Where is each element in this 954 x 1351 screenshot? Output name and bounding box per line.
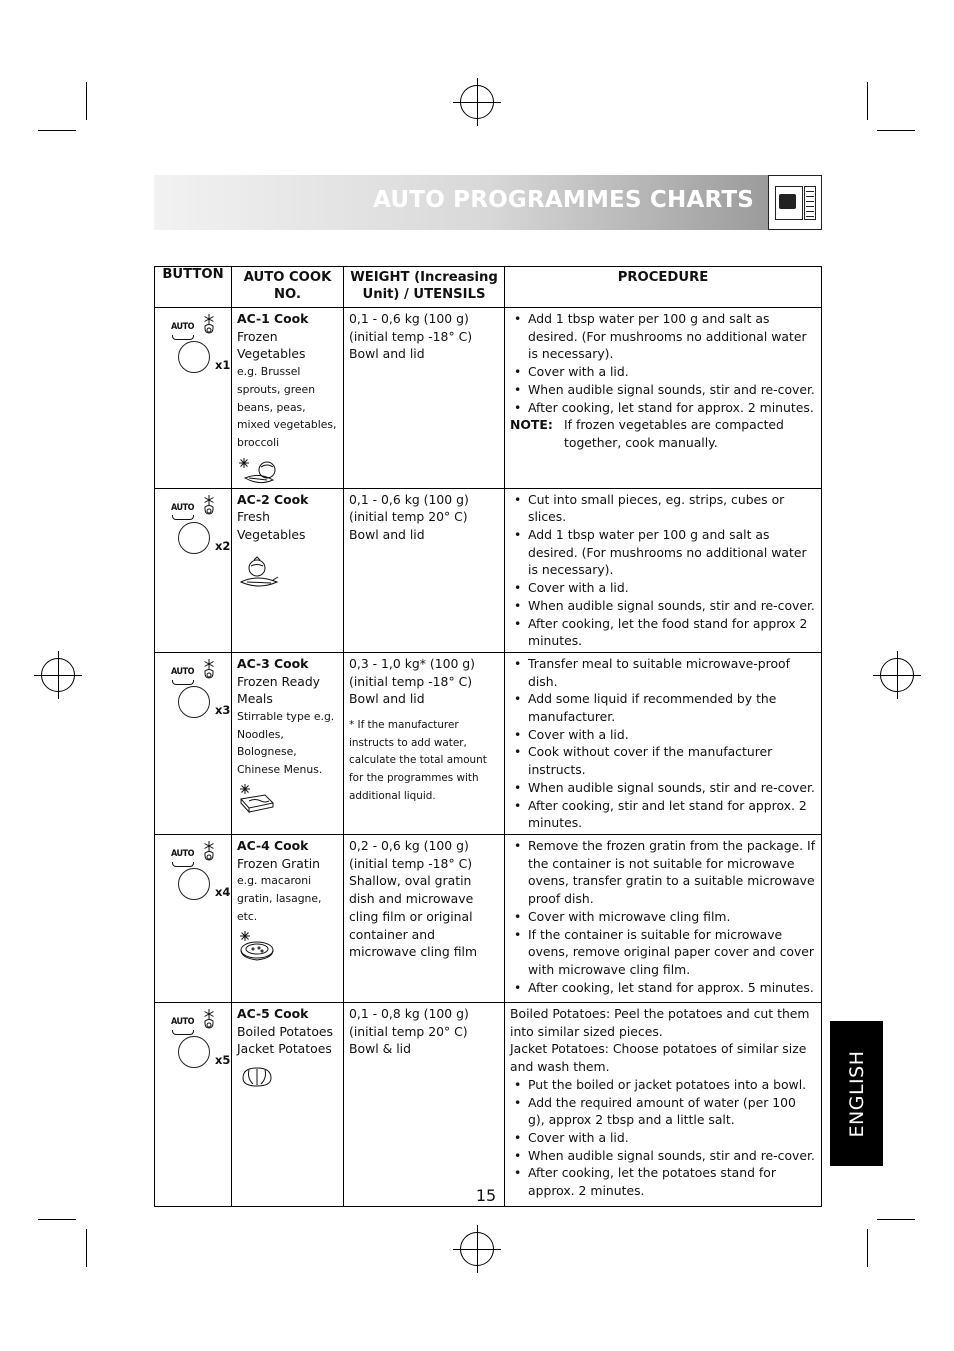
language-label: ENGLISH [845,1050,868,1137]
procedure-cell [505,652,822,834]
auto-label: AUTO [171,664,194,682]
food-type: Frozen Gratin [237,855,320,871]
weight-cell [344,1002,505,1206]
button-cell [155,652,232,834]
food-type: Frozen Ready Meals [237,673,321,707]
list-item: • When audible signal sounds, stir and re-cover. [510,1147,816,1165]
registration-mark-icon [460,1232,494,1266]
snowflake-icon [199,313,219,335]
press-count: x3 [215,702,231,717]
auto-cook-cell [232,834,344,1002]
frozen-vegetables-icon [237,456,281,486]
procedure-list [510,655,816,832]
list-item: • When audible signal sounds, stir and re-cover. [510,779,816,797]
food-type-2: Jacket Potatoes [237,1041,332,1057]
header-procedure: PROCEDURE [505,267,822,308]
frozen-ready-meal-icon [237,783,277,813]
list-item: • Cover with a lid. [510,579,816,597]
auto-cook-cell [232,1002,344,1206]
auto-cook-cell [232,488,344,652]
crop-mark [86,1229,87,1267]
weight-range: 0,3 - 1,0 kg* (100 g) [349,655,475,671]
page-number: 15 [475,1186,497,1205]
snowflake-icon [199,1008,219,1030]
weight-range: 0,1 - 0,6 kg (100 g) [349,491,469,507]
registration-mark-icon [41,658,75,692]
list-item: • Cut into small pieces, eg. strips, cubes or slices. [510,491,816,526]
registration-mark-icon [880,658,914,692]
list-item: • After cooking, let stand for approx. 2 minutes. [510,399,816,417]
registration-mark-icon [460,85,494,119]
utensils: Bowl and lid [349,691,425,707]
food-type: Boiled Potatoes [237,1023,333,1039]
table-row [155,488,822,652]
procedure-cell [505,1002,822,1206]
table-row [155,308,822,489]
list-item: • After cooking, let the food stand for approx 2 minutes. [510,615,816,650]
initial-temp: (initial temp 20° C) [349,1023,468,1039]
list-item: • After cooking, let the potatoes stand for approx. 2 minutes. [510,1164,816,1199]
procedure-cell [505,308,822,489]
list-item: • When audible signal sounds, stir and re-cover. [510,597,816,615]
fresh-vegetables-icon [237,556,281,590]
table-header-row [155,267,822,308]
auto-label: AUTO [171,319,194,337]
page-title: AUTO PROGRAMMES CHARTS [373,187,754,213]
button-cell [155,488,232,652]
crop-mark [877,1219,915,1220]
crop-mark [38,130,76,131]
header-auto-cook: AUTO COOK NO. [232,267,344,308]
note-label: NOTE: [510,417,553,433]
header-button: BUTTON [155,267,232,308]
auto-label: AUTO [171,500,194,518]
press-count: x2 [215,538,231,553]
procedure-list [510,310,816,416]
table-row [155,652,822,834]
program-name: AC-1 Cook [237,311,309,326]
note [510,416,816,451]
crop-mark [38,1219,76,1220]
utensils: Bowl & lid [349,1041,411,1057]
weight-cell [344,488,505,652]
auto-cook-dial[interactable] [178,522,210,554]
procedure-list [510,1076,816,1200]
auto-label: AUTO [171,846,194,864]
header-weight: WEIGHT (Increasing Unit) / UTENSILS [344,267,505,308]
program-name: AC-4 Cook [237,837,309,853]
weight-cell [344,652,505,834]
crop-mark [86,82,87,120]
weight-range: 0,1 - 0,8 kg (100 g) [349,1005,469,1021]
list-item: • Add 1 tbsp water per 100 g and salt as desired. (For mushrooms no additional water is necessary). [510,526,816,579]
procedure-cell [505,834,822,1002]
weight-range: 0,1 - 0,6 kg (100 g) [349,311,469,326]
button-cell [155,308,232,489]
press-count: x5 [215,1052,231,1067]
auto-cook-dial[interactable] [178,341,210,373]
food-examples: e.g. macaroni gratin, lasagne, etc. [237,874,322,923]
list-item: • When audible signal sounds, stir and re-cover. [510,381,816,399]
list-item: • Remove the frozen gratin from the package. If the container is not suitable for microwave ovens, transfer gratin to a suitable microwave proof dish. [510,837,816,908]
initial-temp: (initial temp -18° C) [349,855,473,871]
language-tab [830,1021,883,1166]
list-item: • Cover with a lid. [510,726,816,744]
button-cell [155,1002,232,1206]
auto-programmes-table [154,266,822,1207]
auto-cook-dial[interactable] [178,1036,210,1068]
food-examples: e.g. Brussel sprouts, green beans, peas, mixed vegetables, broccoli [237,365,337,449]
procedure-intro: Boiled Potatoes: Peel the potatoes and cut them into similar sized pieces. [510,1005,810,1039]
table-row [155,1002,822,1206]
crop-mark [877,130,915,131]
procedure-cell [505,488,822,652]
weight-cell [344,308,505,489]
footnote: * If the manufacturer instructs to add water, calculate the total amount for the programmes with additional liquid. [349,719,487,802]
weight-cell [344,834,505,1002]
auto-cook-dial[interactable] [178,686,210,718]
procedure-intro: Jacket Potatoes: Choose potatoes of similar size and wash them. [510,1041,807,1075]
press-count: x1 [215,358,231,372]
list-item: • Cover with a lid. [510,363,816,381]
auto-cook-dial[interactable] [178,868,210,900]
initial-temp: (initial temp 20° C) [349,509,468,525]
button-cell [155,834,232,1002]
list-item: • Put the boiled or jacket potatoes into a bowl. [510,1076,816,1094]
crop-mark [867,1229,868,1267]
utensils: Bowl and lid [349,346,425,362]
snowflake-icon [199,840,219,862]
program-name: AC-5 Cook [237,1005,309,1021]
program-name: AC-3 Cook [237,655,309,671]
list-item: • If the container is suitable for microwave ovens, remove original paper cover and cover with microwave cling film. [510,926,816,979]
list-item: • Cover with microwave cling film. [510,908,816,926]
list-item: • Cook without cover if the manufacturer instructs. [510,743,816,778]
food-examples: Stirrable type e.g. Noodles, Bolognese, Chinese Menus. [237,710,335,777]
food-type: Fresh Vegetables [237,509,306,543]
microwave-icon [768,175,822,230]
list-item: • Add the required amount of water (per 100 g), approx 2 tbsp and a little salt. [510,1094,816,1129]
auto-label: AUTO [171,1014,194,1032]
note-text: If frozen vegetables are compacted together, cook manually. [564,417,784,450]
potatoes-icon [237,1062,277,1090]
list-item: • After cooking, stir and let stand for approx. 2 minutes. [510,797,816,832]
utensils: Shallow, oval gratin dish and microwave cling film or original container and microwave cling film [349,873,478,960]
snowflake-icon [199,658,219,680]
snowflake-icon [199,494,219,516]
food-type: Frozen Vegetables [237,328,306,362]
list-item: • After cooking, let stand for approx. 5 minutes. [510,979,816,997]
table-row [155,834,822,1002]
list-item: • Transfer meal to suitable microwave-proof dish. [510,655,816,690]
press-count: x4 [215,884,231,899]
list-item: • Add 1 tbsp water per 100 g and salt as desired. (For mushrooms no additional water is necessary). [510,310,816,363]
auto-cook-cell [232,308,344,489]
program-name: AC-2 Cook [237,491,309,507]
list-item: • Cover with a lid. [510,1129,816,1147]
header-banner [154,175,822,230]
initial-temp: (initial temp -18° C) [349,673,473,689]
frozen-gratin-icon [237,930,277,964]
initial-temp: (initial temp -18° C) [349,328,473,344]
utensils: Bowl and lid [349,527,425,543]
procedure-list [510,837,816,996]
auto-cook-cell [232,652,344,834]
procedure-list [510,491,816,650]
weight-range: 0,2 - 0,6 kg (100 g) [349,837,469,853]
crop-mark [867,82,868,120]
list-item: • Add some liquid if recommended by the manufacturer. [510,690,816,725]
